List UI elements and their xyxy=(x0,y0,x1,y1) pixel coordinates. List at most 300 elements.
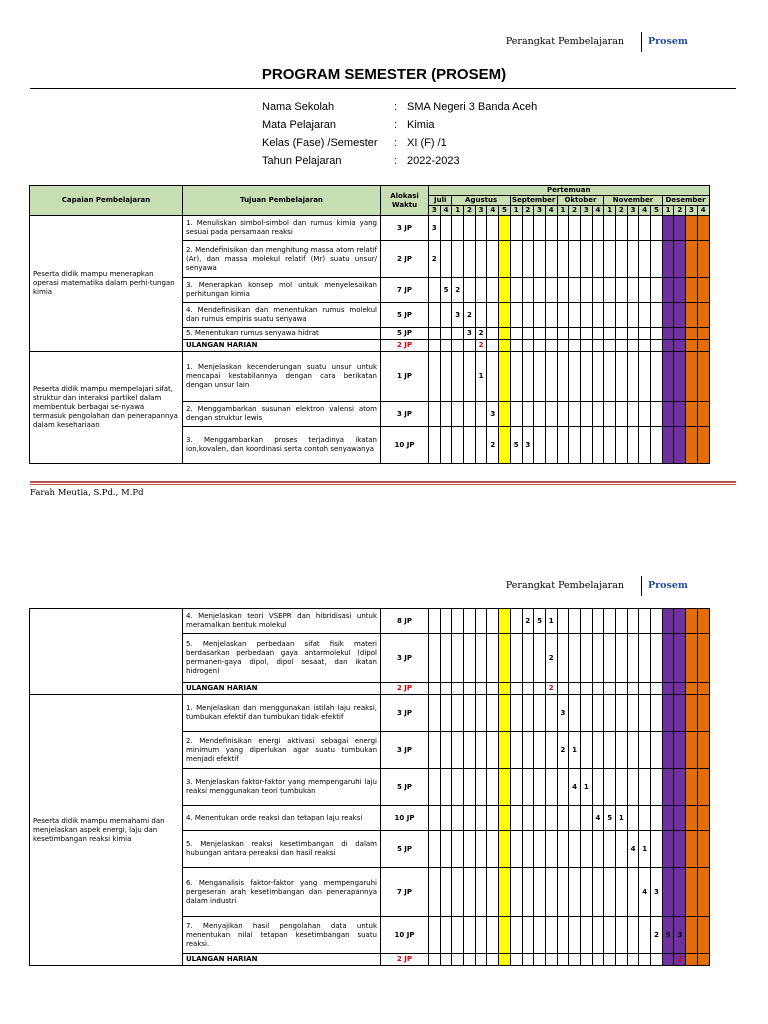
week-cell xyxy=(534,732,546,769)
week-cell xyxy=(686,954,698,966)
week-cell xyxy=(522,917,534,954)
week-cell xyxy=(627,954,639,966)
info-value: SMA Negeri 3 Banda Aceh xyxy=(407,101,538,113)
week-cell xyxy=(440,328,452,340)
week-cell xyxy=(499,831,511,868)
footer-divider-thin xyxy=(30,484,736,485)
info-row xyxy=(262,119,592,137)
week-cell xyxy=(545,340,557,352)
week-cell xyxy=(580,806,592,831)
week-cell xyxy=(580,328,592,340)
week-cell xyxy=(604,427,616,464)
week-cell xyxy=(639,241,651,278)
week-cell xyxy=(686,352,698,402)
week-cell xyxy=(464,732,476,769)
week-cell xyxy=(429,352,441,402)
week-cell xyxy=(440,732,452,769)
alokasi-cell: 10 JP xyxy=(381,806,429,831)
week-cell xyxy=(545,695,557,732)
week-cell xyxy=(487,328,499,340)
col-header-tujuan: Tujuan Pembelajaran xyxy=(183,186,381,216)
week-cell xyxy=(651,352,663,402)
week-cell xyxy=(429,683,441,695)
week-cell: 3 xyxy=(452,303,464,328)
week-header: 4 xyxy=(545,206,557,216)
tujuan-cell: 2. Mendefinisikan energi aktivasi sebagai energi minimum yang diperlukan agar suatu tumbukan menjadi efektif xyxy=(183,732,381,769)
week-cell xyxy=(452,609,464,634)
week-cell xyxy=(604,683,616,695)
week-cell: 5 xyxy=(662,917,674,954)
week-cell xyxy=(499,402,511,427)
week-cell xyxy=(697,683,709,695)
week-cell xyxy=(697,695,709,732)
school-info xyxy=(262,101,592,173)
header-tag: Prosem xyxy=(648,580,688,591)
week-cell xyxy=(475,402,487,427)
week-cell xyxy=(545,216,557,241)
week-cell: 2 xyxy=(522,609,534,634)
week-header: 1 xyxy=(452,206,464,216)
week-cell xyxy=(534,868,546,917)
tujuan-cell: 1. Menuliskan simbol-simbol dan rumus kimia yang sesuai pada persamaan reaksi xyxy=(183,216,381,241)
week-cell xyxy=(522,241,534,278)
month-header: September xyxy=(511,196,556,204)
week-cell xyxy=(545,831,557,868)
week-cell xyxy=(651,732,663,769)
week-cell xyxy=(464,769,476,806)
week-cell xyxy=(592,402,604,427)
week-cell xyxy=(697,241,709,278)
week-cell xyxy=(616,769,628,806)
week-cell xyxy=(534,340,546,352)
week-cell xyxy=(616,328,628,340)
week-cell xyxy=(580,216,592,241)
week-cell xyxy=(674,402,686,427)
week-cell xyxy=(452,868,464,917)
week-cell: 2 xyxy=(464,303,476,328)
week-cell xyxy=(662,806,674,831)
week-cell xyxy=(464,241,476,278)
week-cell xyxy=(592,732,604,769)
week-cell xyxy=(686,806,698,831)
week-cell xyxy=(534,769,546,806)
week-cell xyxy=(686,303,698,328)
week-cell xyxy=(674,352,686,402)
week-cell xyxy=(674,634,686,683)
week-cell xyxy=(686,634,698,683)
week-cell xyxy=(686,831,698,868)
week-cell xyxy=(604,732,616,769)
week-cell xyxy=(616,303,628,328)
week-cell xyxy=(557,278,569,303)
week-cell xyxy=(429,634,441,683)
week-cell xyxy=(429,695,441,732)
week-cell xyxy=(686,683,698,695)
tujuan-cell: ULANGAN HARIAN xyxy=(183,340,381,352)
week-cell xyxy=(639,954,651,966)
week-cell xyxy=(429,340,441,352)
week-cell xyxy=(627,427,639,464)
week-cell xyxy=(639,352,651,402)
week-cell xyxy=(627,917,639,954)
week-cell: 2 xyxy=(487,427,499,464)
tujuan-cell: 7. Menyajikan hasil pengolahan data untuk menentukan nilai tetapan kesetimbangan suatu reaksi. xyxy=(183,917,381,954)
week-cell xyxy=(674,732,686,769)
table-row xyxy=(30,609,710,634)
week-cell xyxy=(522,216,534,241)
alokasi-cell: 2 JP xyxy=(381,340,429,352)
week-cell: 2 xyxy=(452,278,464,303)
week-cell xyxy=(580,402,592,427)
week-cell xyxy=(592,695,604,732)
week-cell xyxy=(429,609,441,634)
week-cell xyxy=(510,278,522,303)
month-header: November xyxy=(604,196,662,206)
week-cell xyxy=(487,609,499,634)
col-header-capaian: Capaian Pembelajaran xyxy=(30,186,183,216)
week-cell xyxy=(429,954,441,966)
week-cell xyxy=(616,917,628,954)
week-cell xyxy=(569,241,581,278)
week-cell xyxy=(487,340,499,352)
week-cell xyxy=(464,216,476,241)
week-cell xyxy=(697,609,709,634)
week-cell xyxy=(557,868,569,917)
week-cell xyxy=(674,340,686,352)
week-cell xyxy=(639,917,651,954)
capaian-cell xyxy=(30,609,183,695)
week-cell xyxy=(545,427,557,464)
week-cell xyxy=(522,303,534,328)
week-cell xyxy=(592,831,604,868)
week-cell xyxy=(522,695,534,732)
week-cell xyxy=(580,954,592,966)
week-cell xyxy=(674,806,686,831)
week-cell xyxy=(510,402,522,427)
tujuan-cell: 1. Menjelaskan kecenderungan suatu unsur untuk mencapai kestabilannya dengan cara berikatan dengan unsur lain xyxy=(183,352,381,402)
info-colon: : xyxy=(394,101,398,113)
week-cell xyxy=(545,278,557,303)
week-cell xyxy=(662,954,674,966)
alokasi-cell: 7 JP xyxy=(381,278,429,303)
week-cell xyxy=(616,683,628,695)
week-cell xyxy=(662,278,674,303)
week-cell xyxy=(545,954,557,966)
week-header: 4 xyxy=(440,206,452,216)
week-cell xyxy=(545,732,557,769)
week-cell xyxy=(604,241,616,278)
week-cell xyxy=(487,303,499,328)
week-cell xyxy=(662,340,674,352)
week-cell xyxy=(557,216,569,241)
week-cell xyxy=(592,216,604,241)
header-separator xyxy=(641,32,642,52)
week-cell xyxy=(522,806,534,831)
week-cell xyxy=(534,402,546,427)
week-cell xyxy=(697,328,709,340)
alokasi-cell: 5 JP xyxy=(381,831,429,868)
week-cell xyxy=(475,241,487,278)
week-cell xyxy=(557,634,569,683)
footer-divider xyxy=(30,481,736,483)
week-cell xyxy=(592,954,604,966)
week-cell xyxy=(662,868,674,917)
week-cell xyxy=(686,241,698,278)
tujuan-cell: 2. Menggambarkan susunan elektron valensi atom dengan struktur lewis xyxy=(183,402,381,427)
week-cell xyxy=(557,609,569,634)
tujuan-cell: 2. Mendefinisikan dan menghitung massa atom relatif (Ar), dan massa molekul relatif (Mr) suatu unsur/ senyawa xyxy=(183,241,381,278)
week-cell xyxy=(662,241,674,278)
week-cell xyxy=(674,831,686,868)
week-cell xyxy=(440,954,452,966)
week-cell xyxy=(674,695,686,732)
alokasi-cell: 3 JP xyxy=(381,216,429,241)
week-cell xyxy=(569,868,581,917)
week-cell xyxy=(651,683,663,695)
week-cell xyxy=(452,216,464,241)
week-cell xyxy=(510,609,522,634)
week-cell xyxy=(697,216,709,241)
tujuan-cell: 1. Menjelaskan dan menggunakan istilah laju reaksi, tumbukan efektif dan tumbukan tidak efektif xyxy=(183,695,381,732)
week-cell xyxy=(580,695,592,732)
week-cell xyxy=(510,303,522,328)
week-header: 5 xyxy=(651,206,663,216)
week-cell xyxy=(452,917,464,954)
week-cell xyxy=(475,917,487,954)
week-cell xyxy=(545,352,557,402)
week-cell xyxy=(475,732,487,769)
week-cell: 4 xyxy=(639,868,651,917)
week-cell xyxy=(499,352,511,402)
week-cell xyxy=(429,278,441,303)
week-cell xyxy=(697,732,709,769)
week-cell xyxy=(697,634,709,683)
week-cell xyxy=(580,732,592,769)
week-cell xyxy=(580,352,592,402)
week-cell xyxy=(627,868,639,917)
alokasi-cell: 1 JP xyxy=(381,352,429,402)
week-cell xyxy=(429,917,441,954)
week-cell xyxy=(452,352,464,402)
week-cell xyxy=(592,303,604,328)
week-cell: 3 xyxy=(651,868,663,917)
week-cell xyxy=(487,917,499,954)
week-cell xyxy=(499,278,511,303)
week-cell xyxy=(440,609,452,634)
week-cell xyxy=(639,806,651,831)
week-cell xyxy=(487,769,499,806)
week-cell xyxy=(616,634,628,683)
week-cell xyxy=(662,831,674,868)
week-cell xyxy=(475,609,487,634)
week-cell xyxy=(522,831,534,868)
week-cell xyxy=(639,732,651,769)
week-header: 3 xyxy=(627,206,639,216)
col-header-pertemuan: Pertemuan xyxy=(429,186,710,196)
capaian-cell: Peserta didik mampu memahami dan menjelaskan aspek energi, laju dan kesetimbangan reaksi kimia xyxy=(30,695,183,966)
week-cell xyxy=(510,917,522,954)
week-cell: 3 xyxy=(464,328,476,340)
week-cell xyxy=(440,917,452,954)
week-cell xyxy=(580,278,592,303)
week-cell xyxy=(616,278,628,303)
week-cell xyxy=(639,303,651,328)
week-cell xyxy=(499,917,511,954)
week-cell xyxy=(604,695,616,732)
week-cell xyxy=(569,352,581,402)
week-cell: 5 xyxy=(440,278,452,303)
week-cell: 2 xyxy=(475,340,487,352)
week-cell xyxy=(639,328,651,340)
week-cell: 3 xyxy=(522,427,534,464)
week-cell xyxy=(499,683,511,695)
info-value: Kimia xyxy=(407,119,435,131)
week-cell xyxy=(464,831,476,868)
week-cell xyxy=(475,695,487,732)
week-cell xyxy=(651,427,663,464)
week-cell xyxy=(569,402,581,427)
week-cell xyxy=(534,917,546,954)
week-header: 3 xyxy=(534,206,546,216)
week-cell xyxy=(604,769,616,806)
table-row xyxy=(30,352,710,402)
week-cell xyxy=(510,328,522,340)
week-cell xyxy=(475,806,487,831)
col-header-alokasi: Alokasi Waktu xyxy=(381,186,429,216)
week-cell xyxy=(440,340,452,352)
week-cell xyxy=(592,917,604,954)
week-cell xyxy=(545,806,557,831)
week-cell xyxy=(580,868,592,917)
week-cell xyxy=(522,732,534,769)
week-cell xyxy=(557,427,569,464)
week-cell xyxy=(475,303,487,328)
week-cell xyxy=(440,402,452,427)
week-cell xyxy=(510,868,522,917)
week-cell: 1 xyxy=(545,609,557,634)
week-cell xyxy=(464,278,476,303)
week-cell xyxy=(510,634,522,683)
week-cell xyxy=(487,831,499,868)
week-cell xyxy=(580,427,592,464)
week-cell xyxy=(569,831,581,868)
week-cell xyxy=(604,340,616,352)
week-cell xyxy=(686,427,698,464)
week-cell xyxy=(487,695,499,732)
week-cell xyxy=(499,634,511,683)
week-cell xyxy=(651,241,663,278)
week-cell xyxy=(651,954,663,966)
capaian-cell: Peserta didik mampu menerapkan operasi matematika dalam perhi-tungan kimia xyxy=(30,216,183,352)
week-cell: 5 xyxy=(510,427,522,464)
week-cell xyxy=(662,732,674,769)
week-cell xyxy=(545,303,557,328)
week-cell xyxy=(627,695,639,732)
week-cell xyxy=(639,695,651,732)
page-header xyxy=(500,34,720,50)
week-cell xyxy=(522,340,534,352)
week-cell xyxy=(674,769,686,806)
week-cell xyxy=(627,402,639,427)
week-cell xyxy=(510,352,522,402)
week-cell xyxy=(464,402,476,427)
week-cell xyxy=(616,954,628,966)
week-cell: 1 xyxy=(475,352,487,402)
week-cell xyxy=(569,216,581,241)
week-cell xyxy=(569,683,581,695)
alokasi-cell: 3 JP xyxy=(381,402,429,427)
week-cell xyxy=(662,609,674,634)
week-cell xyxy=(452,732,464,769)
week-cell xyxy=(522,769,534,806)
week-cell xyxy=(662,303,674,328)
week-cell xyxy=(674,427,686,464)
week-header: 2 xyxy=(522,206,534,216)
week-cell xyxy=(557,340,569,352)
week-cell xyxy=(510,732,522,769)
week-cell xyxy=(639,278,651,303)
week-cell xyxy=(452,634,464,683)
tujuan-cell: 4. Menjelaskan teori VSEPR dan hibridisasi untuk meramalkan bentuk molekul xyxy=(183,609,381,634)
week-cell xyxy=(557,241,569,278)
week-header: 2 xyxy=(674,206,686,216)
week-cell xyxy=(604,634,616,683)
week-cell xyxy=(440,352,452,402)
alokasi-cell: 10 JP xyxy=(381,917,429,954)
info-label: Mata Pelajaran xyxy=(262,119,336,131)
week-cell xyxy=(616,340,628,352)
week-cell: 5 xyxy=(534,609,546,634)
week-cell: 3 xyxy=(557,695,569,732)
week-cell xyxy=(616,241,628,278)
week-cell xyxy=(522,954,534,966)
week-cell xyxy=(627,278,639,303)
week-cell xyxy=(662,683,674,695)
week-cell xyxy=(522,328,534,340)
week-cell xyxy=(534,954,546,966)
week-cell xyxy=(522,278,534,303)
info-colon: : xyxy=(394,137,398,149)
week-cell xyxy=(592,683,604,695)
week-cell xyxy=(580,303,592,328)
week-cell xyxy=(639,427,651,464)
week-cell xyxy=(674,216,686,241)
table-row xyxy=(30,216,710,241)
week-cell xyxy=(487,241,499,278)
week-cell xyxy=(580,609,592,634)
alokasi-cell: 2 JP xyxy=(381,954,429,966)
prosem-table-page2 xyxy=(29,608,710,966)
tujuan-cell: 3. Menjelaskan faktor-faktor yang mempengaruhi laju reaksi menggunakan teori tumbukan xyxy=(183,769,381,806)
week-cell xyxy=(534,634,546,683)
tujuan-cell: 4. Menentukan orde reaksi dan tetapan laju reaksi xyxy=(183,806,381,831)
week-cell xyxy=(651,769,663,806)
week-cell xyxy=(429,868,441,917)
week-cell xyxy=(627,683,639,695)
week-cell xyxy=(697,917,709,954)
week-cell xyxy=(499,954,511,966)
info-colon: : xyxy=(394,155,398,167)
week-cell xyxy=(510,954,522,966)
week-cell xyxy=(440,683,452,695)
week-cell xyxy=(580,634,592,683)
week-cell xyxy=(580,241,592,278)
week-cell xyxy=(686,278,698,303)
week-cell xyxy=(569,427,581,464)
header-label: Perangkat Pembelajaran xyxy=(505,580,624,591)
tujuan-cell: 5. Menjelaskan perbedaan sifat fisik materi berdasarkan perbedaan gaya antarmolekul (dipol permanen-gaya dipol, dipol sesaat, dan ikatan hidrogen) xyxy=(183,634,381,683)
week-cell xyxy=(639,402,651,427)
